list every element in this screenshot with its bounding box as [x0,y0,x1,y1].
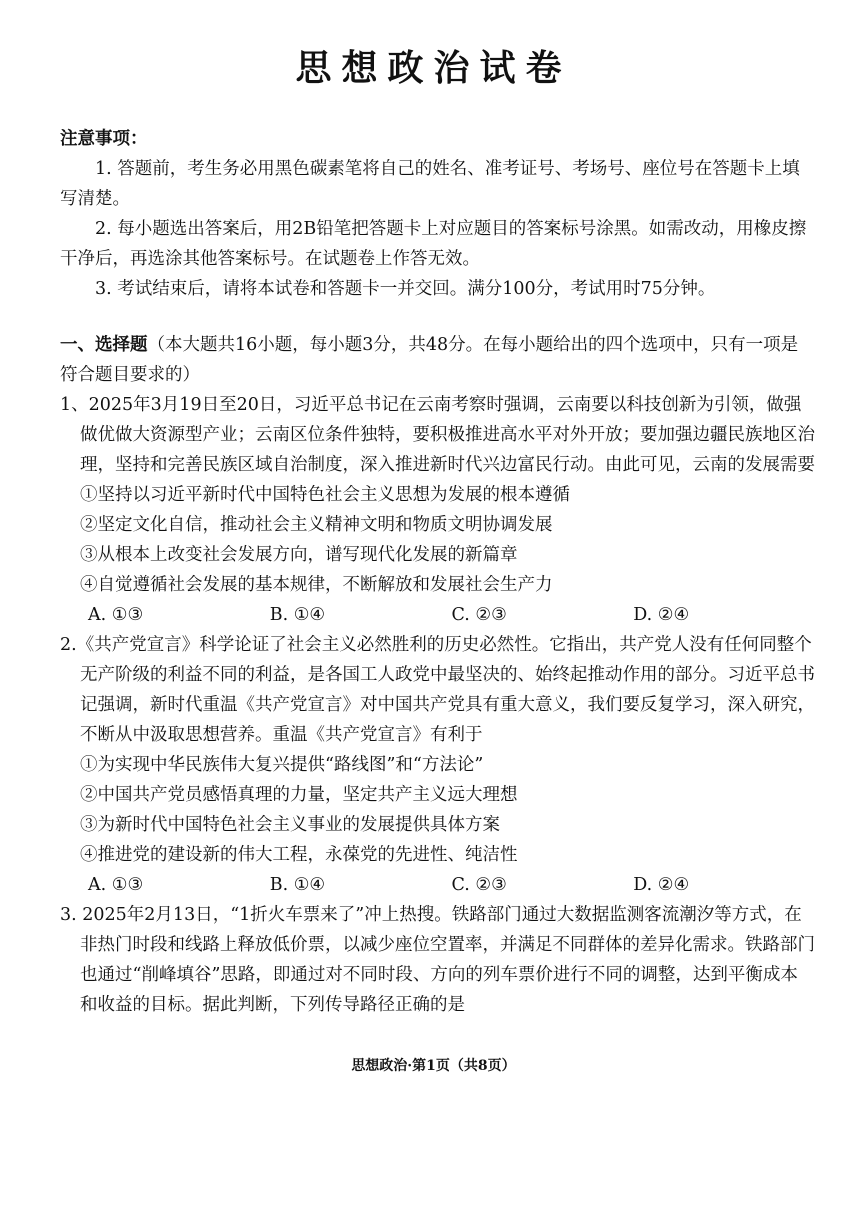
answer-choices [60,870,815,900]
page-footer: 思想政治·第1页（共8页） [351,1058,516,1074]
question-stem: 2.《共产党宣言》科学论证了社会主义必然胜利的历史必然性。它指出，共产党人没有任何同整个无产阶级的利益不同的利益，是各国工人政党中最坚决的、始终起推动作用的部分。习近平总书记强调，新时代重温《共产党宣言》对中国共产党具有重大意义，我们要反复学习，深入研究，不断从中汲取思想营养。重温《共产党宣言》有利于 [60,635,815,745]
question-stem: 1、2025年3月19日至20日，习近平总书记在云南考察时强调，云南要以科技创新为引领，做强做优做大资源型产业；云南区位条件独特，要积极推进高水平对外开放；要加强边疆民族地区治理，坚持和完善民族区域自治制度，深入推进新时代兴边富民行动。由此可见，云南的发展需要 [60,395,815,475]
section-header [60,330,815,390]
statement: ④自觉遵循社会发展的基本规律，不断解放和发展社会生产力 [80,575,553,595]
statement: ①坚持以习近平新时代中国特色社会主义思想为发展的根本遵循 [80,485,570,505]
notice-item: 3. 考试结束后，请将本试卷和答题卡一并交回。满分100分，考试用时75分钟。 [95,279,716,299]
choice-d: D. ②④ [633,875,690,895]
notice-list [60,154,815,304]
question-3 [60,900,815,1020]
section-choice [60,330,815,1020]
choice-a: A. ①③ [88,605,144,625]
question-stem: 3. 2025年2月13日，“1折火车票来了”冲上热搜。铁路部门通过大数据监测客流潮汐等方式，在非热门时段和线路上释放低价票，以减少座位空置率，并满足不同群体的差异化需求。铁路部门也通过“削峰填谷”思路，即通过对不同时段、方向的列车票价进行不同的调整，达到平衡成本和收益的目标。据此判断，下列传导路径正确的是 [60,905,815,1015]
question-2 [60,630,815,900]
question-1 [60,390,815,630]
statement: ③为新时代中国特色社会主义事业的发展提供具体方案 [80,815,500,835]
answer-choices [60,600,815,630]
statement: ②中国共产党员感悟真理的力量，坚定共产主义远大理想 [80,785,518,805]
choice-c: C. ②③ [451,875,507,895]
statement: ③从根本上改变社会发展方向，谱写现代化发展的新篇章 [80,545,518,565]
notice-heading: 注意事项： [60,129,148,149]
choice-c: C. ②③ [451,605,507,625]
statement: ①为实现中华民族伟大复兴提供“路线图”和“方法论” [80,755,484,775]
choice-b: B. ①④ [269,605,326,625]
choice-a: A. ①③ [88,875,144,895]
section-description: （本大题共16小题，每小题3分，共48分。在每小题给出的四个选项中，只有一项是符合题目要求的） [60,335,799,385]
notice-item: 2. 每小题选出答案后，用2B铅笔把答题卡上对应题目的答案标号涂黑。如需改动，用橡皮擦干净后，再选涂其他答案标号。在试题卷上作答无效。 [60,219,807,269]
statement: ②坚定文化自信，推动社会主义精神文明和物质文明协调发展 [80,515,553,535]
page-title: 思想政治试卷 [295,47,572,89]
choice-b: B. ①④ [269,875,326,895]
section-title: 一、选择题 [60,335,148,355]
statement: ④推进党的建设新的伟大工程，永葆党的先进性、纯洁性 [80,845,518,865]
choice-d: D. ②④ [633,605,690,625]
notice-item: 1. 答题前，考生务必用黑色碳素笔将自己的姓名、准考证号、考场号、座位号在答题卡上填写清楚。 [60,159,800,209]
